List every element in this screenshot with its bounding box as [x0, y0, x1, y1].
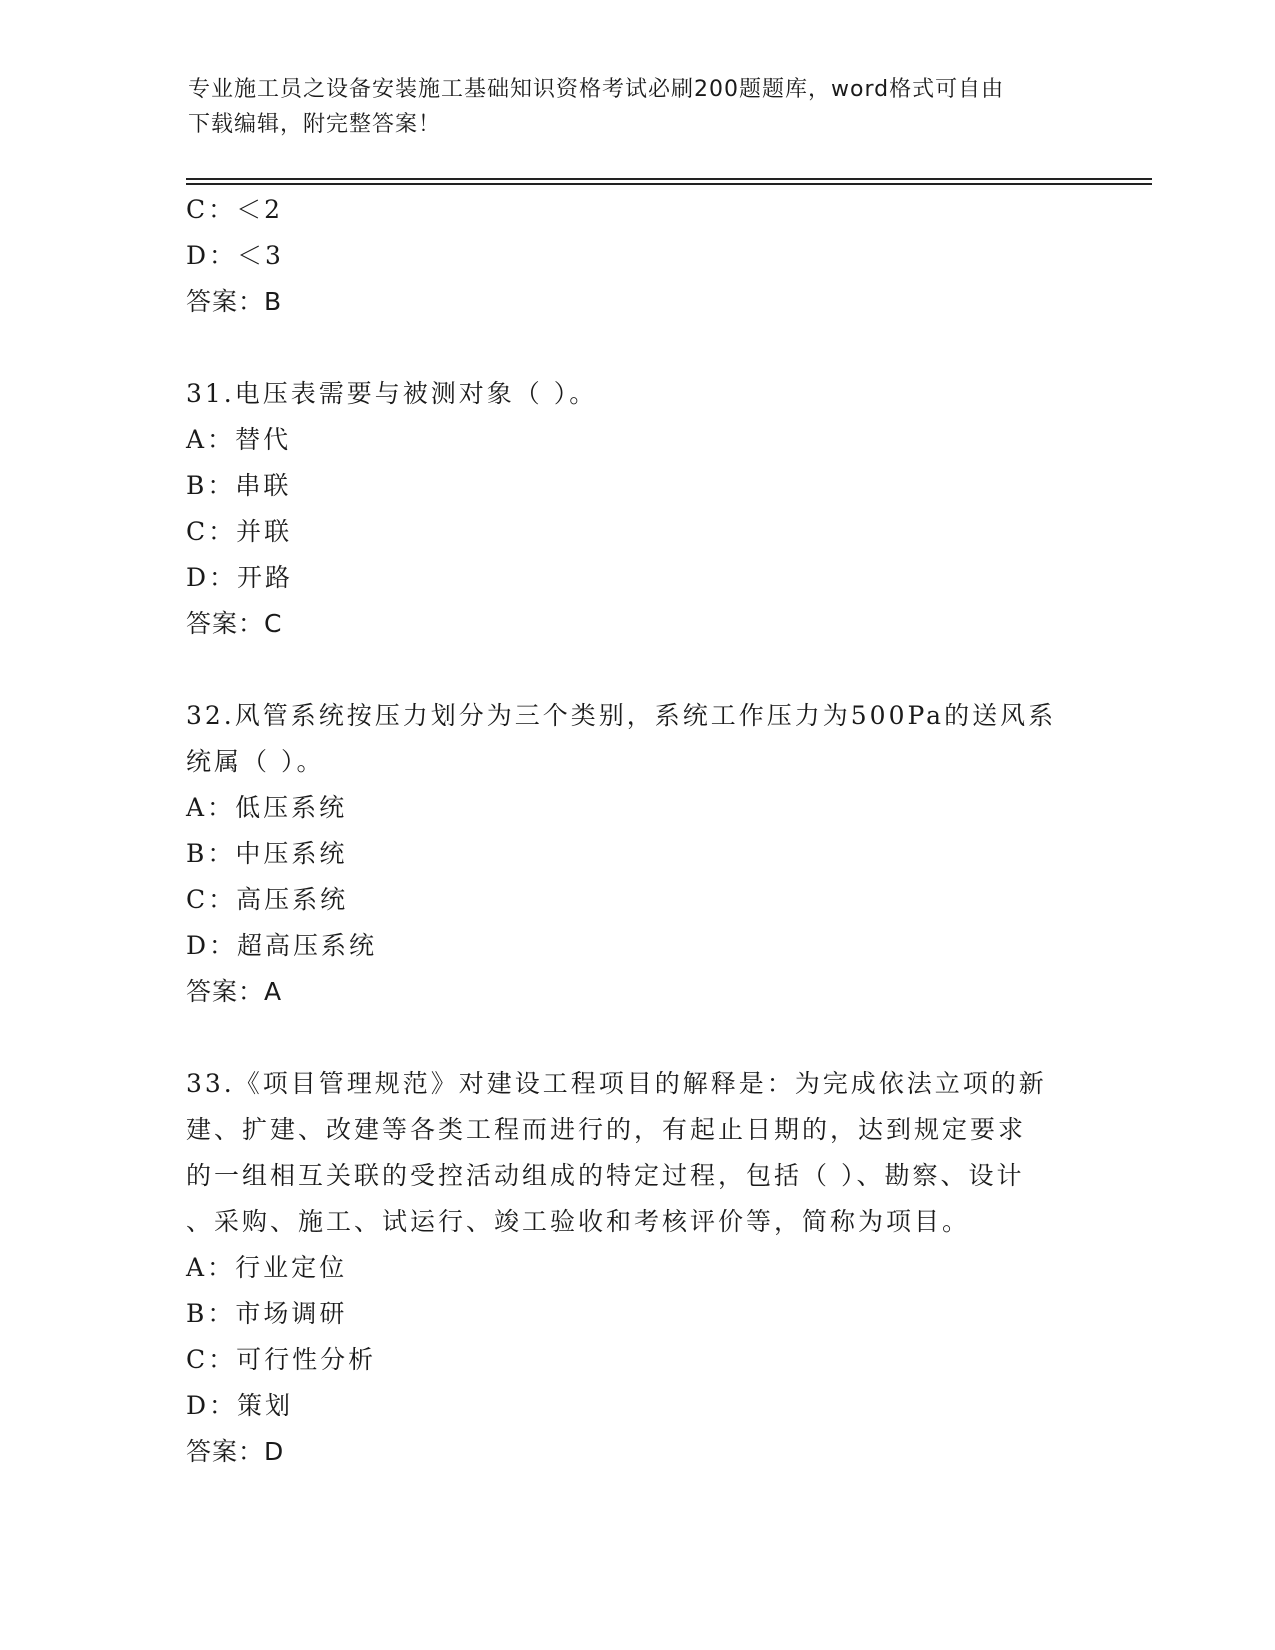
option-c: C：可行性分析: [186, 1345, 377, 1374]
header-divider-top: [186, 178, 1152, 180]
header-line-1: 专业施工员之设备安装施工基础知识资格考试必刷200题题库，word格式可自由: [188, 77, 1005, 102]
option-a: A：低压系统: [186, 793, 348, 822]
answer-line: 答案：C: [186, 609, 283, 638]
answer-line: 答案：A: [186, 977, 283, 1006]
document-header: [188, 72, 1088, 142]
previous-question-tail: [186, 187, 1086, 325]
answer-line: 答案：B: [186, 287, 283, 316]
option-b: B：市场调研: [186, 1299, 348, 1328]
option-b: B：串联: [186, 471, 292, 500]
header-line-2: 下载编辑，附完整答案！: [188, 112, 442, 137]
option-b: B：中压系统: [186, 839, 348, 868]
question-text-line-1: 32.风管系统按压力划分为三个类别，系统工作压力为500Pa的送风系: [186, 701, 1057, 730]
option-a: A：替代: [186, 425, 292, 454]
question-text-line-3: 的一组相互关联的受控活动组成的特定过程，包括（ ）、勘察、设计: [186, 1161, 1025, 1190]
option-c: C：高压系统: [186, 885, 349, 914]
header-divider-bottom: [186, 183, 1152, 185]
question-33: [186, 1061, 1086, 1475]
question-text-line-2: 建、扩建、改建等各类工程而进行的，有起止日期的，达到规定要求: [186, 1115, 1027, 1144]
question-31: [186, 371, 1086, 647]
question-text-line-4: 、采购、施工、试运行、竣工验收和考核评价等，简称为项目。: [186, 1207, 971, 1236]
answer-line: 答案：D: [186, 1437, 285, 1466]
option-d: D：开路: [186, 563, 294, 592]
question-text-line-1: 33.《项目管理规范》对建设工程项目的解释是：为完成依法立项的新: [186, 1069, 1047, 1098]
question-32: [186, 693, 1086, 1015]
option-d: D：＜3: [186, 241, 284, 270]
question-text: 31.电压表需要与被测对象（ ）。: [186, 379, 598, 408]
option-c: C：并联: [186, 517, 293, 546]
option-a: A：行业定位: [186, 1253, 348, 1282]
option-d: D：策划: [186, 1391, 294, 1420]
option-d: D：超高压系统: [186, 931, 378, 960]
question-content: [186, 187, 1086, 1475]
option-c: C：＜2: [186, 195, 284, 224]
question-text-line-2: 统属（ ）。: [186, 747, 325, 776]
